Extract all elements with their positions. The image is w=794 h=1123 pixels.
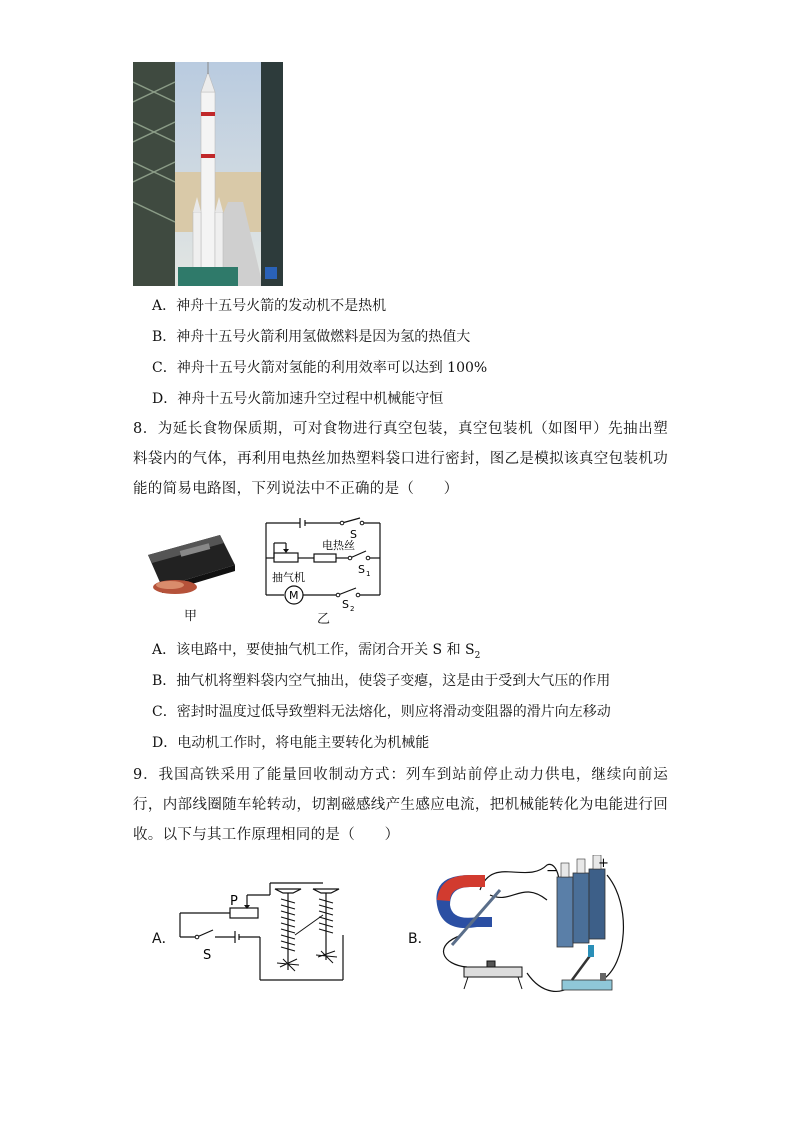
switch-s-label-a: S — [203, 948, 212, 963]
switch-s1-subscript: 1 — [366, 570, 371, 578]
q8-option-a-subscript: 2 — [474, 650, 481, 661]
q7-option-d: D．神舟十五号火箭加速升空过程中机械能守恒 — [152, 391, 444, 407]
q9-stem: 9．我国高铁采用了能量回收制动方式：列车到站前停止动力供电，继续向前运行，内部线圈随车轮转动，切割磁感线产生感应电流，把机械能转化为电能进行回收。以下与其工作原理相同的是（ ） — [133, 767, 668, 843]
figure-label-jia: 甲 — [184, 609, 198, 624]
switch-s-label: S — [350, 528, 357, 541]
battery-plus-label: + — [598, 856, 609, 871]
figure-label-yi: 乙 — [317, 612, 331, 627]
circuit-diagram — [258, 515, 388, 615]
q8-option-a-text: A．该电路中，要使抽气机工作，需闭合开关 S 和 S — [152, 642, 475, 658]
vacuum-sealer-illustration — [140, 525, 240, 597]
switch-s2-label: S — [342, 598, 349, 611]
q7-option-b: B．神舟十五号火箭利用氢做燃料是因为氢的热值大 — [152, 329, 471, 345]
generator-experiment-diagram — [432, 855, 637, 1005]
rocket-launch-illustration — [133, 62, 283, 286]
vacuum-sealer-image — [140, 525, 240, 597]
q8-option-b: B．抽气机将塑料袋内空气抽出，使袋子变瘪，这是由于受到大气压的作用 — [152, 673, 611, 689]
motor-symbol: M — [289, 589, 299, 602]
q9-option-a-label: A． — [152, 931, 176, 947]
switch-s2-subscript: 2 — [350, 605, 355, 613]
q7-option-c: C．神舟十五号火箭对氢能的利用效率可以达到 100% — [152, 360, 488, 376]
q9-option-b-label: B． — [408, 931, 432, 947]
heater-label: 电热丝 — [322, 539, 355, 552]
rocket-photo — [133, 62, 283, 286]
electromagnet-diagram — [175, 875, 360, 990]
q8-stem: 8．为延长食物保质期，可对食物进行真空包装，真空包装机（如图甲）先抽出塑料袋内的气体，再利用电热丝加热塑料袋口进行密封，图乙是模拟该真空包装机功能的简易电路图，下列说法中不正确的是（ ） — [133, 421, 668, 497]
battery-minus-label: − — [546, 863, 558, 879]
switch-s1-label: S — [358, 563, 365, 576]
q7-option-a: A．神舟十五号火箭的发动机不是热机 — [152, 298, 387, 314]
q8-option-d: D．电动机工作时，将电能主要转化为机械能 — [152, 735, 430, 751]
q8-option-a — [152, 640, 480, 666]
rheostat-p-label: P — [230, 894, 238, 909]
pump-label: 抽气机 — [272, 571, 305, 584]
q8-option-c: C．密封时温度过低导致塑料无法熔化，则应将滑动变阻器的滑片向左移动 — [152, 704, 611, 720]
